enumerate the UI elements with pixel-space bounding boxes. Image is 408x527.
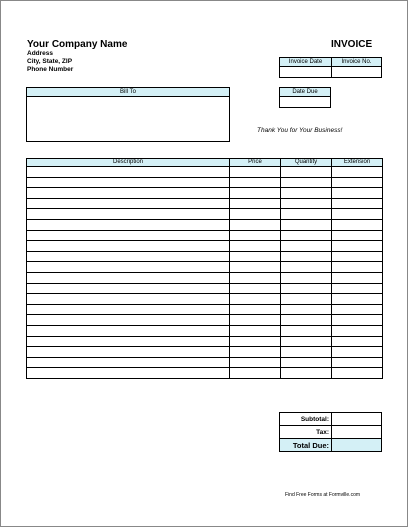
extension-cell[interactable] — [332, 368, 383, 379]
extension-cell[interactable] — [332, 325, 383, 336]
price-cell[interactable] — [230, 272, 281, 283]
price-cell[interactable] — [230, 209, 281, 220]
extension-cell[interactable] — [332, 209, 383, 220]
price-cell[interactable] — [230, 241, 281, 252]
footer-credit: Find Free Forms at Formville.com — [285, 492, 361, 498]
table-row — [27, 198, 383, 209]
column-header-extension: Extension — [332, 159, 383, 167]
quantity-cell[interactable] — [281, 262, 332, 273]
quantity-cell[interactable] — [281, 304, 332, 315]
description-cell[interactable] — [27, 357, 230, 368]
extension-cell[interactable] — [332, 336, 383, 347]
quantity-cell[interactable] — [281, 336, 332, 347]
price-cell[interactable] — [230, 347, 281, 358]
column-header-quantity: Quantity — [281, 159, 332, 167]
description-cell[interactable] — [27, 347, 230, 358]
total-due-field[interactable] — [332, 439, 382, 452]
price-cell[interactable] — [230, 230, 281, 241]
description-cell[interactable] — [27, 219, 230, 230]
description-cell[interactable] — [27, 294, 230, 305]
extension-cell[interactable] — [332, 304, 383, 315]
description-cell[interactable] — [27, 304, 230, 315]
quantity-cell[interactable] — [281, 230, 332, 241]
quantity-cell[interactable] — [281, 272, 332, 283]
price-cell[interactable] — [230, 198, 281, 209]
date-due-field[interactable] — [279, 96, 331, 108]
extension-cell[interactable] — [332, 294, 383, 305]
quantity-cell[interactable] — [281, 188, 332, 199]
description-cell[interactable] — [27, 283, 230, 294]
subtotal-row — [280, 413, 382, 426]
extension-cell[interactable] — [332, 357, 383, 368]
price-cell[interactable] — [230, 167, 281, 178]
table-row — [27, 241, 383, 252]
table-row — [27, 294, 383, 305]
date-due-header: Date Due — [279, 87, 331, 97]
quantity-cell[interactable] — [281, 209, 332, 220]
description-cell[interactable] — [27, 325, 230, 336]
tax-label: Tax: — [280, 426, 332, 439]
table-row — [27, 325, 383, 336]
description-cell[interactable] — [27, 167, 230, 178]
table-row — [27, 336, 383, 347]
company-phone: Phone Number — [27, 66, 74, 73]
description-cell[interactable] — [27, 315, 230, 326]
extension-cell[interactable] — [332, 230, 383, 241]
description-cell[interactable] — [27, 251, 230, 262]
table-row — [27, 347, 383, 358]
line-items-table — [26, 158, 383, 379]
description-cell[interactable] — [27, 336, 230, 347]
extension-cell[interactable] — [332, 251, 383, 262]
table-row — [27, 209, 383, 220]
quantity-cell[interactable] — [281, 219, 332, 230]
quantity-cell[interactable] — [281, 283, 332, 294]
subtotal-field[interactable] — [332, 413, 382, 426]
bill-to-field[interactable] — [26, 96, 230, 142]
invoice-no-field[interactable] — [331, 66, 382, 78]
table-row — [27, 167, 383, 178]
extension-cell[interactable] — [332, 177, 383, 188]
table-header-row — [27, 159, 383, 167]
quantity-cell[interactable] — [281, 357, 332, 368]
extension-cell[interactable] — [332, 283, 383, 294]
table-row — [27, 368, 383, 379]
description-cell[interactable] — [27, 368, 230, 379]
totals-table — [279, 412, 382, 452]
table-row — [27, 262, 383, 273]
table-row — [27, 283, 383, 294]
description-cell[interactable] — [27, 198, 230, 209]
extension-cell[interactable] — [332, 198, 383, 209]
quantity-cell[interactable] — [281, 198, 332, 209]
quantity-cell[interactable] — [281, 241, 332, 252]
company-city-state-zip: City, State, ZIP — [27, 58, 73, 65]
description-cell[interactable] — [27, 241, 230, 252]
column-header-description: Description — [27, 159, 230, 167]
price-cell[interactable] — [230, 219, 281, 230]
description-cell[interactable] — [27, 230, 230, 241]
price-cell[interactable] — [230, 251, 281, 262]
extension-cell[interactable] — [332, 167, 383, 178]
quantity-cell[interactable] — [281, 177, 332, 188]
extension-cell[interactable] — [332, 315, 383, 326]
table-row — [27, 251, 383, 262]
total-due-label: Total Due: — [280, 439, 332, 452]
description-cell[interactable] — [27, 209, 230, 220]
description-cell[interactable] — [27, 177, 230, 188]
subtotal-label: Subtotal: — [280, 413, 332, 426]
description-cell[interactable] — [27, 272, 230, 283]
price-cell[interactable] — [230, 304, 281, 315]
price-cell[interactable] — [230, 357, 281, 368]
table-row — [27, 315, 383, 326]
extension-cell[interactable] — [332, 262, 383, 273]
table-row — [27, 219, 383, 230]
column-header-price: Price — [230, 159, 281, 167]
quantity-cell[interactable] — [281, 368, 332, 379]
price-cell[interactable] — [230, 336, 281, 347]
price-cell[interactable] — [230, 177, 281, 188]
extension-cell[interactable] — [332, 219, 383, 230]
price-cell[interactable] — [230, 368, 281, 379]
quantity-cell[interactable] — [281, 294, 332, 305]
company-address: Address — [27, 50, 54, 57]
price-cell[interactable] — [230, 294, 281, 305]
tax-field[interactable] — [332, 426, 382, 439]
table-row — [27, 357, 383, 368]
table-row — [27, 177, 383, 188]
thank-you-message: Thank You for Your Business! — [257, 127, 343, 134]
table-row — [27, 230, 383, 241]
extension-cell[interactable] — [332, 241, 383, 252]
invoice-date-field[interactable] — [279, 66, 332, 78]
price-cell[interactable] — [230, 315, 281, 326]
price-cell[interactable] — [230, 325, 281, 336]
table-row — [27, 272, 383, 283]
description-cell[interactable] — [27, 262, 230, 273]
quantity-cell[interactable] — [281, 315, 332, 326]
price-cell[interactable] — [230, 188, 281, 199]
quantity-cell[interactable] — [281, 251, 332, 262]
extension-cell[interactable] — [332, 272, 383, 283]
quantity-cell[interactable] — [281, 167, 332, 178]
total-due-row — [280, 439, 382, 452]
invoice-date-header: Invoice Date — [279, 57, 332, 67]
extension-cell[interactable] — [332, 188, 383, 199]
table-row — [27, 188, 383, 199]
company-name: Your Company Name — [27, 39, 128, 50]
extension-cell[interactable] — [332, 347, 383, 358]
price-cell[interactable] — [230, 283, 281, 294]
description-cell[interactable] — [27, 188, 230, 199]
tax-row — [280, 426, 382, 439]
document-title: INVOICE — [331, 39, 373, 50]
invoice-no-header: Invoice No. — [331, 57, 382, 67]
quantity-cell[interactable] — [281, 325, 332, 336]
price-cell[interactable] — [230, 262, 281, 273]
table-row — [27, 304, 383, 315]
bill-to-header: Bill To — [26, 87, 230, 97]
quantity-cell[interactable] — [281, 347, 332, 358]
